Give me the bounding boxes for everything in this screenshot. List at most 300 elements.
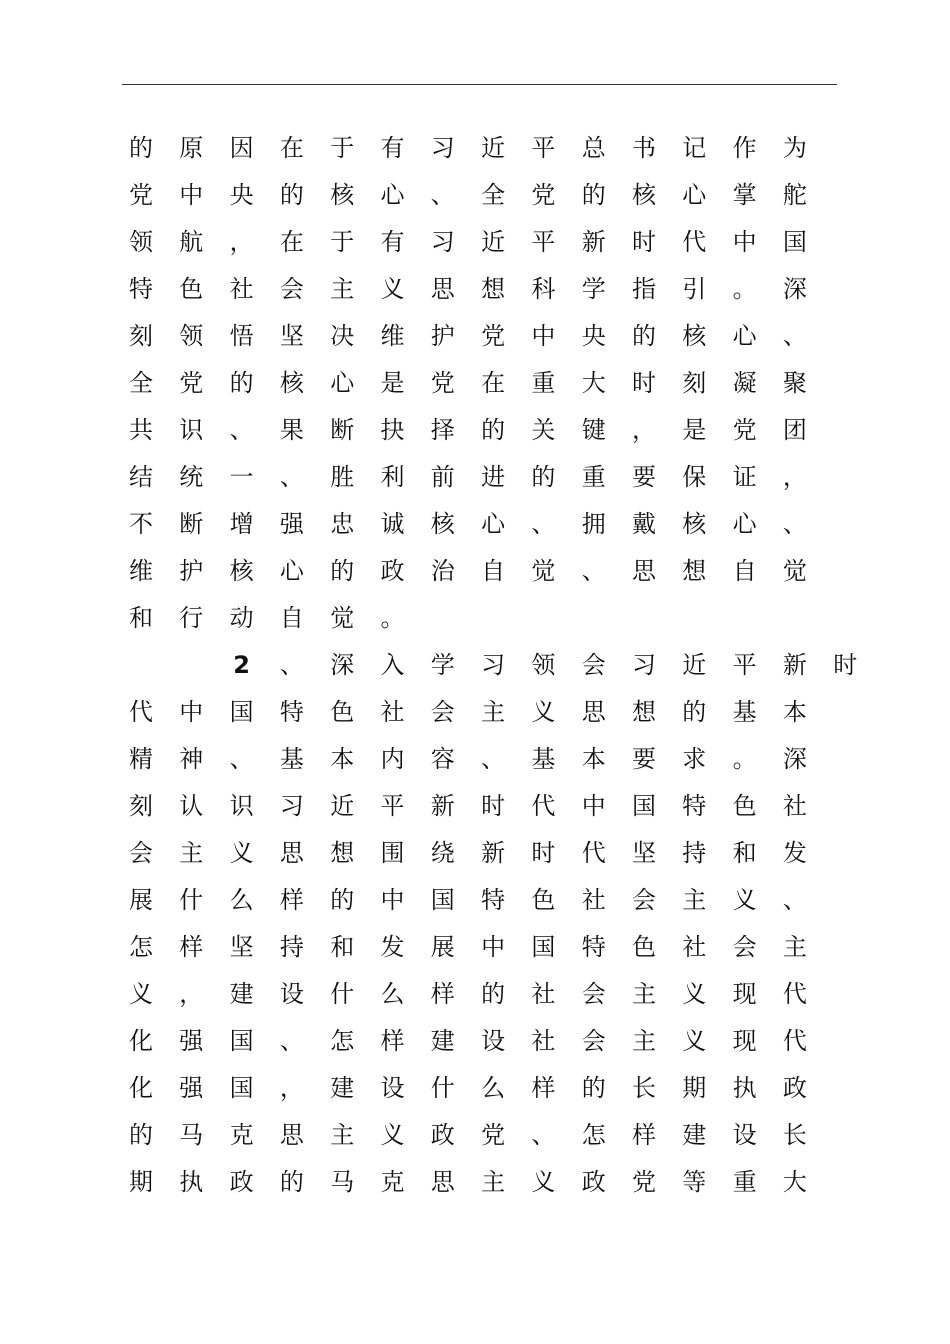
text-char: 、 [531,1121,556,1149]
text-char: 国 [430,886,455,914]
text-char: 怎 [129,933,153,961]
text-char: 求 [682,745,707,773]
text-char: 绕 [430,839,455,867]
text-line-21 [0,1065,950,1112]
text-char: 护 [179,557,204,585]
text-char: 代 [782,980,807,1008]
text-char: 、 [430,181,455,209]
text-char: 样 [430,980,455,1008]
text-char: 社 [380,698,405,726]
header-rule [122,84,837,85]
text-char: 和 [732,839,757,867]
text-char: 平 [380,792,405,820]
text-line-22 [0,1112,950,1159]
text-char: 、 [229,745,254,773]
text-char: 中 [380,886,405,914]
text-char: 掌 [732,181,757,209]
text-char: 坚 [632,839,656,867]
text-char: 会 [279,275,304,303]
text-char: 前 [430,463,455,491]
text-char: 容 [430,745,455,773]
text-char: 和 [129,604,153,632]
text-char: 国 [229,698,254,726]
text-char: 航 [179,228,204,256]
text-char: 国 [531,933,556,961]
text-char: 色 [531,886,556,914]
text-char: 核 [632,181,656,209]
text-char: 核 [682,322,707,350]
text-char: 结 [129,463,153,491]
text-char: 抉 [380,416,405,444]
text-char: 忠 [330,510,355,538]
text-char: 主 [782,933,807,961]
text-char: 拥 [581,510,606,538]
text-char: 中 [531,322,556,350]
text-char: 平 [531,134,556,162]
text-char: 么 [380,980,405,1008]
text-line-10 [0,548,950,595]
text-char: 觉 [330,604,355,632]
text-char: 基 [732,698,757,726]
text-char: 。 [732,275,757,303]
text-char: 的 [229,369,254,397]
text-char: 的 [279,181,304,209]
text-char: 重 [581,463,606,491]
text-line-13 [0,689,950,736]
text-char: 主 [481,1168,506,1196]
text-char: 识 [179,416,204,444]
text-char: 本 [782,698,807,726]
text-char: 核 [229,557,254,585]
text-char: 近 [330,792,355,820]
text-char: 诚 [380,510,405,538]
text-char: 基 [531,745,556,773]
text-line-1 [0,125,950,172]
text-char: 在 [279,228,304,256]
text-char: 强 [279,510,304,538]
text-char: 心 [682,181,707,209]
text-char: 的 [330,886,355,914]
text-char: 展 [430,933,455,961]
text-char: 核 [682,510,707,538]
text-char: 建 [330,1074,355,1102]
text-char: 、 [782,886,807,914]
text-char: 内 [380,745,405,773]
text-char: 克 [229,1121,254,1149]
text-char: 设 [732,1121,757,1149]
text-char: 作 [732,134,757,162]
text-char: 代 [531,792,556,820]
text-char: 深 [330,651,355,679]
text-char: 等 [682,1168,707,1196]
text-line-4 [0,266,950,313]
text-char: 期 [682,1074,707,1102]
text-char: 习 [632,651,656,679]
text-char: 思 [632,557,656,585]
text-char: 有 [380,134,405,162]
text-char: 近 [481,228,506,256]
text-char: 设 [279,980,304,1008]
text-char: 主 [330,1121,355,1149]
text-char: 重 [531,369,556,397]
text-char: 样 [531,1074,556,1102]
text-char: 样 [632,1121,656,1149]
text-char: 设 [380,1074,405,1102]
text-char: 党 [481,1121,506,1149]
text-char: 建 [229,980,254,1008]
text-char: 主 [632,980,656,1008]
text-char: 基 [279,745,304,773]
text-char: 义 [380,275,405,303]
text-char: 的 [129,134,153,162]
text-line-14 [0,736,950,783]
text-line-9 [0,501,950,548]
text-char: 马 [330,1168,355,1196]
text-char: 习 [279,792,304,820]
text-char: 习 [430,134,455,162]
text-char: 刻 [129,792,153,820]
text-char: 义 [732,886,757,914]
text-line-11 [0,595,950,642]
text-char: 总 [581,134,606,162]
text-char: 持 [682,839,707,867]
text-char: 思 [279,1121,304,1149]
text-char: 护 [430,322,455,350]
text-char: 心 [279,557,304,585]
text-char: 、 [531,510,556,538]
text-line-6 [0,360,950,407]
text-char: 建 [682,1121,707,1149]
text-char: 新 [782,651,807,679]
text-char: 党 [632,1168,656,1196]
text-char: 平 [732,651,757,679]
text-char: 社 [531,1027,556,1055]
text-char: 长 [632,1074,656,1102]
text-char: 期 [129,1168,153,1196]
text-char: 、 [279,463,304,491]
text-char: 团 [782,416,807,444]
text-char: 大 [782,1168,807,1196]
text-char: 党 [481,322,506,350]
text-char: 思 [430,275,455,303]
text-char: 刻 [682,369,707,397]
text-char: 择 [430,416,455,444]
text-char: 核 [430,510,455,538]
text-char: 克 [380,1168,405,1196]
text-char: 色 [632,933,656,961]
text-char: 聚 [782,369,807,397]
text-char: 核 [279,369,304,397]
text-char: 键 [581,416,606,444]
text-char: 平 [531,228,556,256]
text-char: 于 [330,228,355,256]
text-char: 社 [229,275,254,303]
text-char: 样 [179,933,204,961]
text-char: 长 [782,1121,807,1149]
text-char: 。 [380,604,405,632]
text-char: 党 [179,369,204,397]
text-char: 么 [229,886,254,914]
text-line-17 [0,877,950,924]
text-char: 深 [782,745,807,773]
text-char: 的 [531,463,556,491]
text-line-8 [0,454,950,501]
text-char: 强 [179,1074,204,1102]
text-char: 、 [581,557,606,585]
text-char: 社 [581,886,606,914]
text-char: 想 [481,275,506,303]
text-char: 是 [380,369,405,397]
text-char: 想 [682,557,707,585]
text-char: 2 [233,651,250,679]
text-char: 特 [279,698,304,726]
text-char: 么 [481,1074,506,1102]
text-char: 在 [279,134,304,162]
text-char: 近 [682,651,707,679]
text-char: ， [179,980,204,1008]
text-char: 化 [129,1027,153,1055]
text-char: 现 [732,1027,757,1055]
text-char: 新 [581,228,606,256]
text-char: 习 [481,651,506,679]
text-char: 政 [380,557,405,585]
text-char: 发 [782,839,807,867]
text-char: 社 [782,792,807,820]
text-char: 会 [581,651,606,679]
text-char: 心 [380,181,405,209]
text-char: 共 [129,416,153,444]
text-char: 义 [531,698,556,726]
text-char: 坚 [279,322,304,350]
text-char: ， [229,228,254,256]
text-char: 证 [732,463,757,491]
text-char: 、 [229,416,254,444]
text-char: 时 [833,651,858,679]
text-char: 新 [430,792,455,820]
text-char: 主 [632,1027,656,1055]
text-char: 习 [430,228,455,256]
text-char: 会 [430,698,455,726]
text-char: 主 [179,839,204,867]
text-line-15 [0,783,950,830]
text-char: 引 [682,275,707,303]
text-char: 色 [732,792,757,820]
text-char: 什 [330,980,355,1008]
text-char: 本 [330,745,355,773]
text-char: 领 [129,228,153,256]
text-char: 围 [380,839,405,867]
text-char: 想 [632,698,656,726]
text-char: 会 [129,839,153,867]
text-char: 精 [129,745,153,773]
text-char: 断 [330,416,355,444]
text-char: 关 [531,416,556,444]
text-char: 自 [279,604,304,632]
text-char: 悟 [229,322,254,350]
text-char: 中 [481,933,506,961]
text-char: 进 [481,463,506,491]
text-char: 时 [632,369,656,397]
text-char: 自 [481,557,506,585]
text-char: 的 [481,980,506,1008]
text-char: 义 [682,980,707,1008]
text-char: 代 [782,1027,807,1055]
text-char: 中 [179,181,204,209]
text-char: 国 [229,1074,254,1102]
text-char: 会 [632,886,656,914]
text-char: 增 [229,510,254,538]
text-char: 什 [430,1074,455,1102]
text-char: ， [279,1074,304,1102]
text-char: 领 [179,322,204,350]
text-char: 本 [581,745,606,773]
text-char: 识 [229,792,254,820]
text-char: 强 [179,1027,204,1055]
text-char: 义 [531,1168,556,1196]
text-char: 现 [732,980,757,1008]
text-char: 国 [782,228,807,256]
text-char: 执 [732,1074,757,1102]
text-char: 政 [229,1168,254,1196]
text-char: 义 [380,1121,405,1149]
text-char: 主 [481,698,506,726]
text-line-5 [0,313,950,360]
text-char: 执 [179,1168,204,1196]
text-char: 央 [229,181,254,209]
text-char: 要 [632,463,656,491]
text-char: 心 [732,510,757,538]
text-char: 政 [782,1074,807,1102]
text-char: 觉 [782,557,807,585]
text-char: 神 [179,745,204,773]
text-line-7 [0,407,950,454]
text-char: 入 [380,651,405,679]
text-char: 样 [279,886,304,914]
text-char: 思 [430,1168,455,1196]
text-char: 利 [380,463,405,491]
text-char: 的 [279,1168,304,1196]
text-char: 心 [330,369,355,397]
text-char: 动 [229,604,254,632]
text-char: 社 [531,980,556,1008]
text-char: 深 [782,275,807,303]
text-char: 胜 [330,463,355,491]
text-char: 会 [732,933,757,961]
text-char: 时 [632,228,656,256]
text-char: 特 [682,792,707,820]
text-char: 断 [179,510,204,538]
text-char: 怎 [581,1121,606,1149]
text-char: 持 [279,933,304,961]
text-char: 、 [481,745,506,773]
text-char: 原 [179,134,204,162]
text-char: 国 [632,792,656,820]
text-char: 为 [782,134,807,162]
text-char: 记 [682,134,707,162]
text-char: 大 [581,369,606,397]
text-char: 的 [581,1074,606,1102]
text-char: 党 [430,369,455,397]
text-char: 党 [531,181,556,209]
text-char: 样 [380,1027,405,1055]
text-line-18 [0,924,950,971]
text-char: 科 [531,275,556,303]
text-char: 有 [380,228,405,256]
text-char: 统 [179,463,204,491]
text-char: 特 [581,933,606,961]
text-char: 于 [330,134,355,162]
text-char: 思 [279,839,304,867]
text-char: 政 [430,1121,455,1149]
text-char: 义 [129,980,153,1008]
text-char: 思 [581,698,606,726]
text-char: 、 [279,1027,304,1055]
text-char: 特 [481,886,506,914]
text-char: 会 [581,980,606,1008]
text-char: 设 [481,1027,506,1055]
text-char: 央 [581,322,606,350]
text-line-23 [0,1159,950,1206]
text-char: 展 [129,886,153,914]
text-char: 凝 [732,369,757,397]
text-char: 治 [430,557,455,585]
section-heading-line-2 [0,642,950,689]
text-char: 时 [531,839,556,867]
text-line-3 [0,219,950,266]
document-body [0,125,950,1206]
text-char: 主 [682,886,707,914]
text-char: 核 [330,181,355,209]
text-char: 的 [481,416,506,444]
text-char: 的 [682,698,707,726]
text-line-19 [0,971,950,1018]
text-char: 自 [732,557,757,585]
text-char: 会 [581,1027,606,1055]
text-char: 代 [581,839,606,867]
text-char: 什 [179,886,204,914]
text-char: 心 [732,322,757,350]
text-char: 维 [380,322,405,350]
text-char: 代 [682,228,707,256]
text-char: 戴 [632,510,656,538]
text-char: 、 [782,510,807,538]
text-char: 要 [632,745,656,773]
text-char: 特 [129,275,153,303]
text-char: 义 [229,839,254,867]
text-char: 是 [682,416,707,444]
text-char: 的 [330,557,355,585]
text-char: 代 [129,698,153,726]
text-char: 化 [129,1074,153,1102]
text-char: 党 [129,181,153,209]
text-char: 国 [229,1027,254,1055]
text-char: 坚 [229,933,254,961]
text-char: 全 [129,369,153,397]
text-char: 行 [179,604,204,632]
text-char: 决 [330,322,355,350]
text-char: 因 [229,134,254,162]
text-line-2 [0,172,950,219]
text-char: 指 [632,275,656,303]
text-char: 政 [581,1168,606,1196]
text-char: 不 [129,510,153,538]
text-char: 怎 [330,1027,355,1055]
text-char: 认 [179,792,204,820]
text-char: 觉 [531,557,556,585]
text-char: 新 [481,839,506,867]
text-line-16 [0,830,950,877]
text-char: 的 [632,322,656,350]
